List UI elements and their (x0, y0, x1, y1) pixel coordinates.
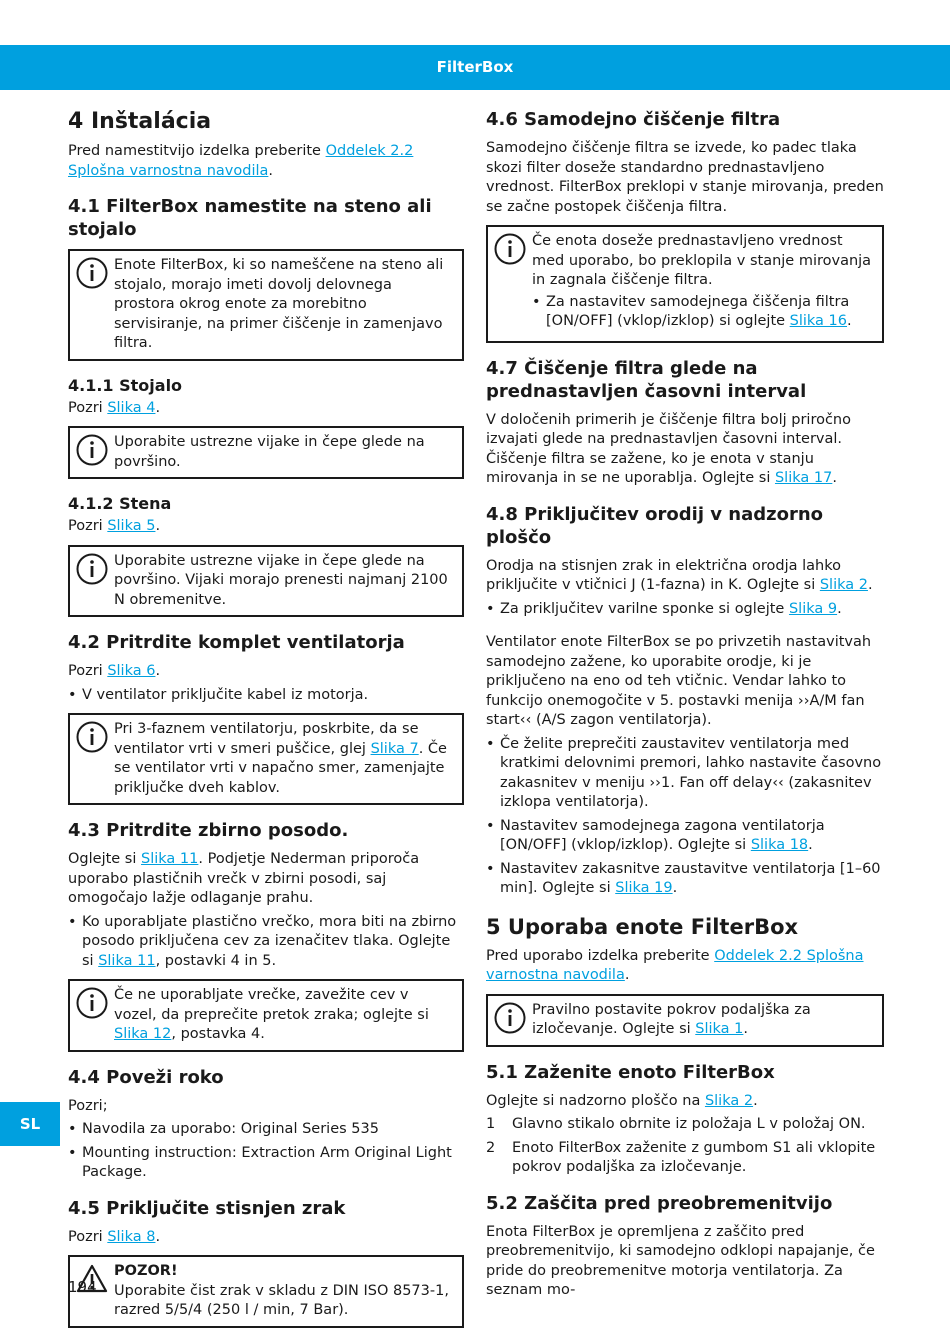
paragraph: Orodja na stisnjen zrak in električna orodja lahko priključite v vtičnici J (1-fazna) in K. Oglejte si Slika 2. (486, 557, 873, 593)
link-slika-8[interactable]: Slika 8 (107, 1228, 156, 1245)
link-slika-11[interactable]: Slika 11 (141, 851, 199, 867)
left-column (68, 108, 464, 1342)
link-slika-17[interactable]: Slika 17 (774, 470, 833, 486)
bullet-list (486, 600, 884, 620)
list-item: • Nastavitev samodejnega zagona ventilatorja [ON/OFF] (vklop/izklop). Oglejte si Slika 18. (486, 817, 884, 856)
ref-text: Pozri Slika 5. (68, 518, 161, 534)
heading-4: 4 Inštalácia (68, 109, 212, 134)
heading-4-7: 4.7 Čiščenje filtra glede na prednastavljen časovni interval (486, 357, 807, 402)
bullet-list (532, 293, 872, 332)
info-icon (76, 257, 108, 289)
heading-4-1: 4.1 FilterBox namestite na steno ali stojalo (68, 196, 432, 240)
paragraph: Ventilator enote FilterBox se po privzetih nastavitvah samodejno zažene, ko uporabite orodje, ki je priključeno na eno od teh vtičnic. Vendar lahko to funkcijo onemogočite v 5. postavki menija ››A/M fan start‹‹ (A/S zagon ventilatorja). (486, 634, 872, 728)
info-icon (76, 721, 108, 753)
section-4-6 (486, 108, 884, 343)
section-4-7 (486, 357, 884, 489)
link-slika-12[interactable]: Slika 12 (114, 1026, 172, 1042)
note-text: Če enota doseže prednastavljeno vrednost med uporabo, bo preklopila v stanje mirovanja in zagnala čiščenje filtra. (532, 233, 872, 288)
paragraph: Oglejte si nadzorno ploščo na Slika 2. (486, 1092, 758, 1109)
list-item: • Ko uporabljate plastično vrečko, mora biti na zbirno posodo priključena cev za izenačitev tlaka. Oglejte si Slika 11, postavki 4 in 5. (68, 913, 464, 972)
bullet-list (486, 735, 884, 899)
note-text: Uporabite ustrezne vijake in čepe glede na površino. Vijaki morajo prenesti najmanj 2100 N obremenitve. (114, 552, 448, 608)
info-icon (76, 553, 108, 585)
link-slika-7[interactable]: Slika 7 (370, 740, 419, 757)
section-5 (486, 913, 884, 1047)
paragraph: Pred uporabo izdelka preberite Oddelek 2.2 Splošna varnostna navodila. (486, 947, 864, 983)
list-item: • Če želite preprečiti zaustavitev ventilatorja med kratkimi delovnimi premori, lahko nastavite časovno zakasnitev v meniju ››1. Fan off delay‹‹ (zakasnitev izklopa ventilatorja). (486, 735, 884, 813)
info-icon (76, 434, 108, 466)
note-text: Uporabite ustrezne vijake in čepe glede na površino. (114, 434, 425, 470)
heading-4-1-1: 4.1.1 Stojalo (68, 375, 183, 395)
page-number: 194 (68, 1278, 97, 1296)
header-title: FilterBox (436, 58, 514, 76)
warning-text: Uporabite čist zrak v skladu z DIN ISO 8573-1, razred 5/5/4 (250 l / min, 7 Bar). (114, 1282, 449, 1318)
list-item: • Navodila za uporabo: Original Series 535 (68, 1120, 464, 1140)
bullet-list (68, 913, 464, 972)
link-slika-2[interactable]: Slika 2 (704, 1092, 754, 1109)
warning-title: POZOR! (114, 1263, 178, 1279)
note-text: Enote FilterBox, ki so nameščene na steno ali stojalo, morajo imeti dovolj delovnega prostora okrog enote za morebitno servisiranje, na primer čiščenje in zamenjavo filtra. (114, 257, 444, 351)
header-bar (0, 45, 950, 90)
link-slika-11[interactable]: Slika 11 (98, 952, 156, 969)
link-slika-6[interactable]: Slika 6 (107, 663, 156, 679)
section-4-3 (68, 819, 464, 1052)
info-note (68, 426, 464, 479)
section-4-1 (68, 195, 464, 361)
link-slika-19[interactable]: Slika 19 (615, 880, 673, 896)
right-column (486, 108, 884, 1315)
heading-4-2: 4.2 Pritrdite komplet ventilatorja (68, 632, 405, 653)
paragraph: Pozri; (68, 1097, 108, 1114)
info-note (68, 545, 464, 618)
list-item: • Mounting instruction: Extraction Arm Original Light Package. (68, 1144, 464, 1183)
heading-4-3: 4.3 Pritrdite zbirno posodo. (68, 820, 349, 841)
info-note (68, 713, 464, 805)
section-5-2 (486, 1192, 884, 1301)
section-5-1 (486, 1061, 884, 1178)
heading-4-5: 4.5 Priključite stisnjen zrak (68, 1197, 346, 1219)
link-slika-5[interactable]: Slika 5 (107, 518, 156, 534)
numbered-list (486, 1115, 884, 1178)
list-item: 2 Enoto FilterBox zaženite z gumbom S1 ali vklopite pokrov podaljška za izločevanje. (486, 1139, 876, 1175)
info-icon (494, 1002, 526, 1034)
list-item: • Za priključitev varilne sponke si oglejte Slika 9. (486, 600, 884, 620)
paragraph: Samodejno čiščenje filtra se izvede, ko padec tlaka skozi filter doseže standardno prednastavljeno vrednost. FilterBox preklopi v stanje mirovanja, preden se začne postopek čiščenja filtra. (486, 140, 884, 215)
ref-text: Pozri Slika 8. (68, 1228, 161, 1245)
heading-4-8: 4.8 Priključitev orodij v nadzorno ploščo (486, 503, 824, 548)
ref-text: Pozri Slika 4. (68, 399, 161, 416)
section-4-intro: Pred namestitvijo izdelka preberite Oddelek 2.2 Splošna varnostna navodila. (68, 143, 414, 179)
info-icon (494, 233, 526, 265)
note-text: Pri 3-faznem ventilatorju, poskrbite, da se ventilator vrti v smeri puščice, glej Slika 7. Če se ventilator vrti v napačno smer, zamenjajte priključke dveh kablov. (114, 721, 447, 796)
note-text: Pravilno postavite pokrov podaljška za izločevanje. Oglejte si Slika 1. (532, 1001, 811, 1037)
link-oddelek-2-2[interactable]: Oddelek 2.2 Splošna varnostna navodila (486, 947, 864, 983)
list-item: • Za nastavitev samodejnega čiščenja filtra [ON/OFF] (vklop/izklop) si oglejte Slika 16. (532, 293, 872, 332)
section-4-4 (68, 1066, 464, 1183)
section-4-8 (486, 503, 884, 899)
bullet-list (68, 1120, 464, 1183)
paragraph: Enota FilterBox je opremljena z zaščito pred preobremenitvijo, ki samodejno odklopi napajanje, če pride do preobremenitve motorja ventilatorja. Za seznam mo- (486, 1223, 875, 1298)
section-4-2 (68, 631, 464, 805)
section-4-1-1 (68, 375, 464, 480)
link-slika-2[interactable]: Slika 2 (819, 577, 868, 593)
heading-4-1-2: 4.1.2 Stena (68, 494, 172, 513)
heading-5: 5 Uporaba enote FilterBox (486, 914, 799, 939)
language-tab: SL (0, 1102, 60, 1146)
link-slika-18[interactable]: Slika 18 (750, 837, 809, 853)
heading-4-4: 4.4 Poveži roko (68, 1066, 224, 1088)
link-slika-4[interactable]: Slika 4 (107, 399, 156, 416)
section-4-1-2 (68, 493, 464, 617)
list-item: • Nastavitev zakasnitve zaustavitve ventilatorja [1–60 min]. Oglejte si Slika 19. (486, 860, 884, 899)
note-text: Če ne uporabljate vrečke, zavežite cev v vozel, da preprečite pretok zraka; oglejte si Slika 12, postavka 4. (114, 987, 429, 1042)
heading-5-1: 5.1 Zaženite enoto FilterBox (486, 1061, 775, 1083)
link-oddelek-2-2[interactable]: Oddelek 2.2 Splošna varnostna navodila (68, 143, 414, 179)
info-note (68, 249, 464, 361)
paragraph: Oglejte si Slika 11. Podjetje Nederman priporoča uporabo plastičnih vrečk v zbirni posodi, saj omogočajo lažje odlaganje prahu. (68, 851, 420, 906)
heading-4-6: 4.6 Samodejno čiščenje filtra (486, 109, 781, 130)
heading-5-2: 5.2 Zaščita pred preobremenitvijo (486, 1192, 833, 1214)
list-item: • V ventilator priključite kabel iz motorja. (68, 686, 464, 706)
link-slika-9[interactable]: Slika 9 (788, 600, 838, 617)
ref-text: Pozri Slika 6. (68, 663, 161, 679)
info-note (486, 225, 884, 343)
info-icon (76, 987, 108, 1019)
section-4 (68, 108, 464, 181)
list-item: 1 Glavno stikalo obrnite iz položaja L v položaj ON. (486, 1116, 866, 1132)
info-note (68, 979, 464, 1052)
bullet-list (68, 686, 464, 706)
paragraph: V določenih primerih je čiščenje filtra bolj priročno izvajati glede na prednastavljen časovni interval. Čiščenje filtra se zažene, ko je enota v stanju mirovanja in se ne uporablja. Oglejte si Slika 17. (486, 411, 851, 486)
link-slika-1[interactable]: Slika 1 (695, 1021, 744, 1037)
link-slika-16[interactable]: Slika 16 (789, 313, 848, 329)
section-4-5 (68, 1197, 464, 1328)
warning-note (68, 1255, 464, 1328)
info-note (486, 994, 884, 1047)
